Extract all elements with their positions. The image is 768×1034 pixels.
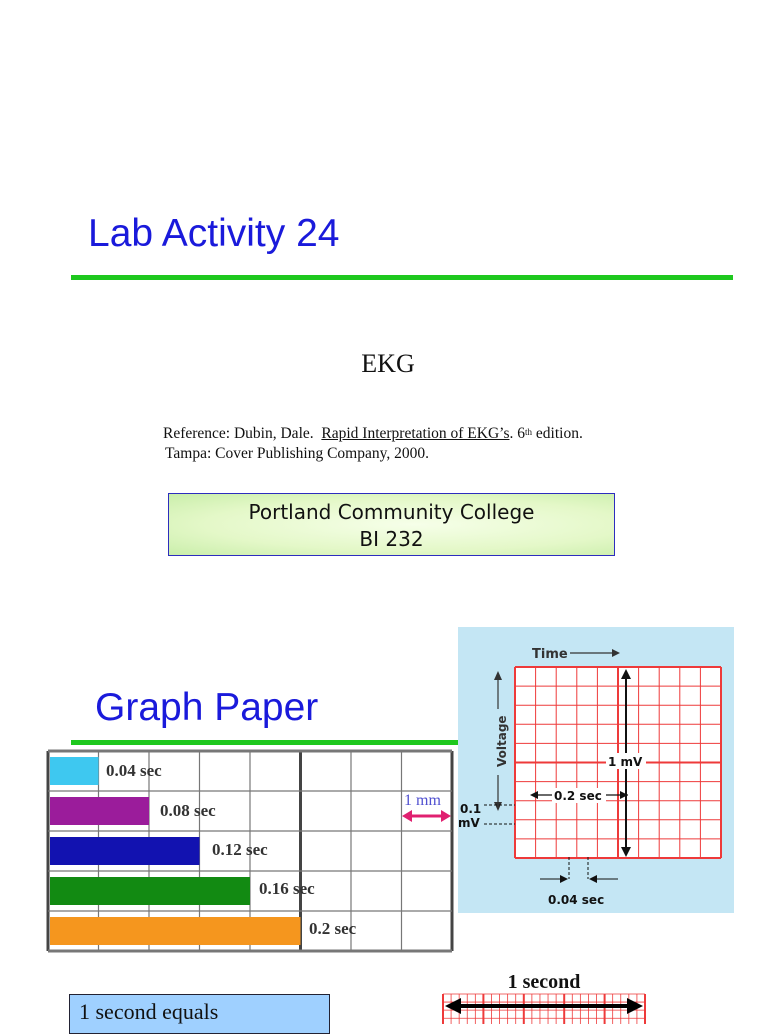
strip-paper <box>443 994 645 1024</box>
slide-title: Lab Activity 24 <box>88 212 340 255</box>
bar-grid-figure <box>46 749 454 957</box>
course-code: BI 232 <box>359 527 424 551</box>
title-divider <box>71 275 733 280</box>
reference-edition-sup: th <box>525 427 533 437</box>
duration-bar <box>50 837 200 865</box>
strip-label: 1 second <box>507 971 581 993</box>
graph-paper-divider <box>71 740 461 745</box>
graph-paper-title: Graph Paper <box>95 686 319 729</box>
reference-edition-rest: edition. <box>532 425 583 442</box>
college-name: Portland Community College <box>248 500 535 524</box>
sec02-label: 0.2 sec <box>554 789 602 803</box>
reference-prefix: Reference: Dubin, Dale. <box>163 425 314 442</box>
sec004-label: 0.04 sec <box>548 893 605 907</box>
mv-label: 1 mV <box>608 755 643 769</box>
one-second-strip-figure <box>441 992 647 1024</box>
second-equals-box: 1 second equals <box>69 994 330 1034</box>
bar-label-0.16: 0.16 sec <box>259 879 315 898</box>
bar-label-0.2: 0.2 sec <box>309 919 357 938</box>
ekg-grid-figure <box>458 627 734 913</box>
bar-label-0.08: 0.08 sec <box>160 801 216 820</box>
bar-label-0.12: 0.12 sec <box>212 840 268 859</box>
reference-citation <box>163 424 583 464</box>
mv01-label-line2: mV <box>458 816 480 830</box>
bar-label-0.04: 0.04 sec <box>106 761 162 780</box>
duration-bar <box>50 757 99 785</box>
duration-bar <box>50 877 250 905</box>
mm-label: 1 mm <box>404 792 441 809</box>
duration-bar <box>50 917 301 945</box>
reference-publisher: Tampa: Cover Publishing Company, 2000. <box>165 445 429 462</box>
duration-bar <box>50 797 149 825</box>
reference-edition: . 6 <box>509 425 525 442</box>
reference-book-title: Rapid Interpretation of EKG’s <box>321 425 510 442</box>
subject-heading: EKG <box>361 349 415 378</box>
voltage-label: Voltage <box>495 715 509 767</box>
time-label: Time <box>532 647 568 662</box>
mv01-label-line1: 0.1 <box>460 802 482 816</box>
college-box <box>168 493 615 556</box>
